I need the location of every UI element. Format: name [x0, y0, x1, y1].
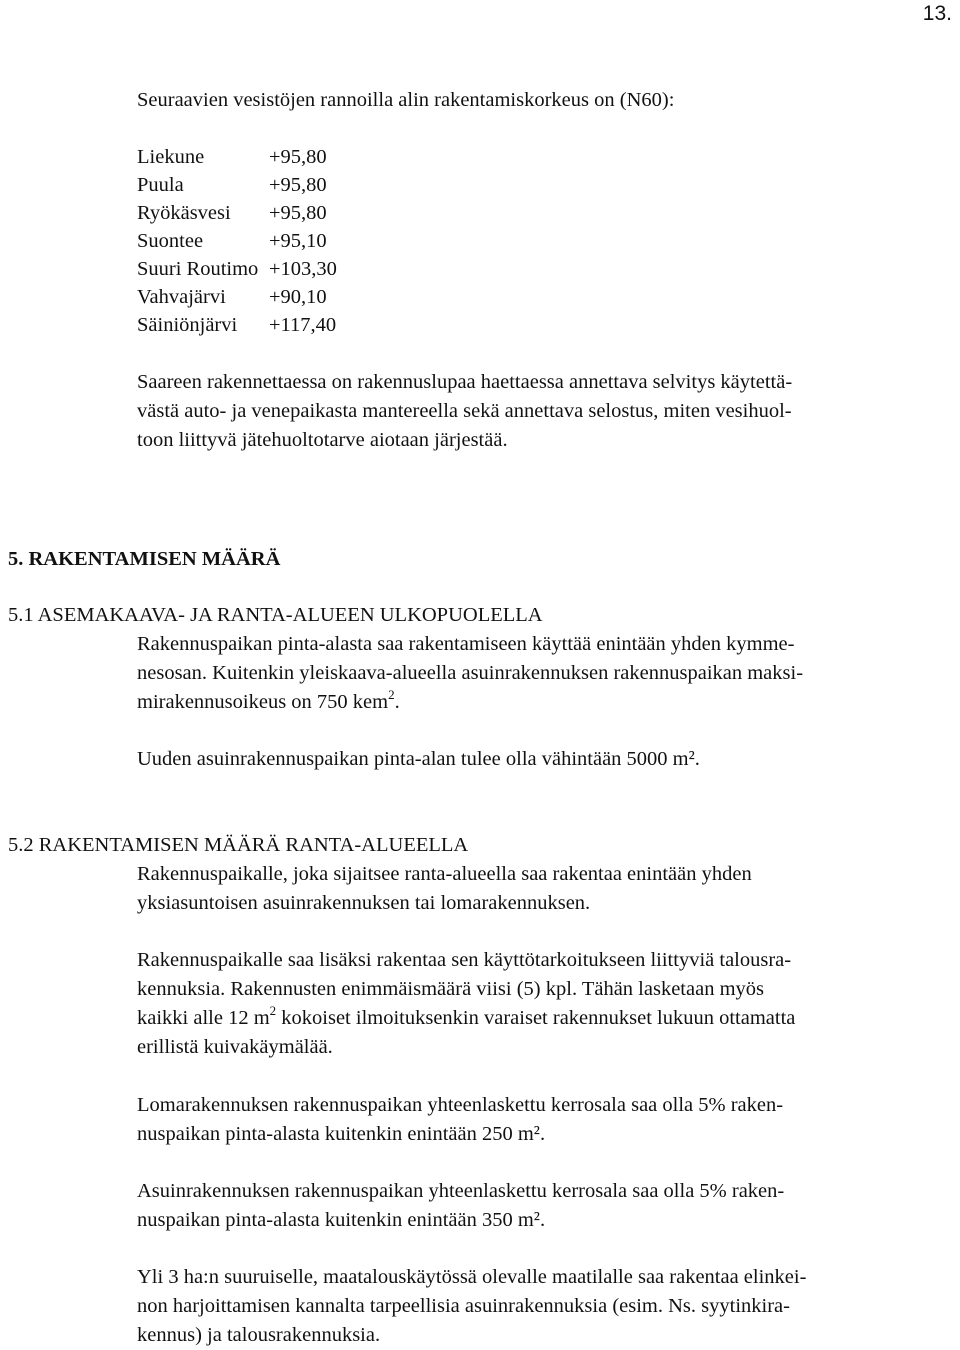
- lake-height: +95,80: [269, 202, 327, 224]
- section-5-1-heading: 5.1 ASEMAKAAVA- JA RANTA-ALUEEN ULKOPUOLELLA: [8, 604, 543, 626]
- paragraph-line: [137, 688, 400, 717]
- lake-height: +90,10: [269, 286, 327, 308]
- paragraph-line: kennuksia. Rakennusten enimmäismäärä viisi (5) kpl. Tähän lasketaan myös: [137, 978, 764, 1000]
- intro-text: Seuraavien vesistöjen rannoilla alin rakentamiskorkeus on (N60):: [137, 89, 675, 111]
- page-number: 13.: [922, 2, 952, 25]
- paragraph-line: toon liittyvä jätehuoltotarve aiotaan järjestää.: [137, 429, 508, 451]
- lake-height: +95,80: [269, 146, 327, 168]
- lake-name: Puula: [137, 174, 184, 196]
- lake-row: [137, 143, 327, 172]
- paragraph-line: Asuinrakennuksen rakennuspaikan yhteenlaskettu kerrosala saa olla 5% raken-: [137, 1180, 785, 1202]
- paragraph-line: Yli 3 ha:n suuruiselle, maatalouskäytössä olevalle maatilalle saa rakentaa elinkei-: [137, 1266, 807, 1288]
- lake-row: [137, 227, 327, 256]
- text-run: kokoiset ilmoituksenkin varaiset rakennukset lukuun ottamatta: [276, 1007, 796, 1029]
- lake-name: Suuri Routimo: [137, 258, 259, 280]
- paragraph-line: Rakennuspaikan pinta-alasta saa rakentamiseen käyttää enintään yhden kymme-: [137, 633, 795, 655]
- paragraph-line: Saareen rakennettaessa on rakennuslupaa haettaessa annettava selvitys käytettä-: [137, 371, 793, 393]
- lake-row: [137, 283, 327, 312]
- lake-name: Suontee: [137, 230, 204, 252]
- section-5-2-heading: 5.2 RAKENTAMISEN MÄÄRÄ RANTA-ALUEELLA: [8, 834, 469, 856]
- paragraph-line: Rakennuspaikalle saa lisäksi rakentaa sen käyttötarkoitukseen liittyviä talousra-: [137, 949, 792, 971]
- lake-row: [137, 171, 327, 200]
- paragraph-line: västä auto- ja venepaikasta mantereella sekä annettava selostus, miten vesihuol-: [137, 400, 792, 422]
- text-run: mirakennusoikeus on 750 kem: [137, 691, 389, 713]
- lake-height: +95,10: [269, 230, 327, 252]
- lake-name: Liekune: [137, 146, 205, 168]
- lake-name: Säiniönjärvi: [137, 314, 238, 336]
- lake-row: [137, 199, 327, 228]
- lake-name: Ryökäsvesi: [137, 202, 231, 224]
- lake-height: +117,40: [269, 314, 337, 336]
- text-run: .: [394, 691, 400, 713]
- paragraph-line: Rakennuspaikalle, joka sijaitsee ranta-alueella saa rakentaa enintään yhden: [137, 863, 752, 885]
- paragraph-line: nuspaikan pinta-alasta kuitenkin enintään 350 m².: [137, 1209, 546, 1231]
- paragraph-line: yksiasuntoisen asuinrakennuksen tai lomarakennuksen.: [137, 892, 591, 914]
- lake-height: +103,30: [269, 258, 337, 280]
- lake-name: Vahvajärvi: [137, 286, 226, 308]
- superscript: 2: [388, 687, 395, 702]
- text-run: kaikki alle 12 m: [137, 1007, 270, 1029]
- paragraph-line: nuspaikan pinta-alasta kuitenkin enintään 250 m².: [137, 1123, 546, 1145]
- paragraph-line: kennus) ja talousrakennuksia.: [137, 1324, 381, 1346]
- paragraph-line: nesosan. Kuitenkin yleiskaava-alueella asuinrakennuksen rakennuspaikan maksi-: [137, 662, 804, 684]
- min-area-text: Uuden asuinrakennuspaikan pinta-alan tulee olla vähintään 5000 m².: [137, 748, 700, 770]
- paragraph-line: [137, 1004, 795, 1033]
- superscript: 2: [269, 1003, 277, 1018]
- lake-row: [137, 255, 337, 284]
- lake-row: [137, 311, 336, 340]
- paragraph-line: erillistä kuivakäymälää.: [137, 1036, 333, 1058]
- lake-height: +95,80: [269, 174, 327, 196]
- section-5-heading: 5. RAKENTAMISEN MÄÄRÄ: [8, 548, 281, 570]
- paragraph-line: Lomarakennuksen rakennuspaikan yhteenlaskettu kerrosala saa olla 5% raken-: [137, 1094, 784, 1116]
- paragraph-line: non harjoittamisen kannalta tarpeellisia asuinrakennuksia (esim. Ns. syytinkira-: [137, 1295, 790, 1317]
